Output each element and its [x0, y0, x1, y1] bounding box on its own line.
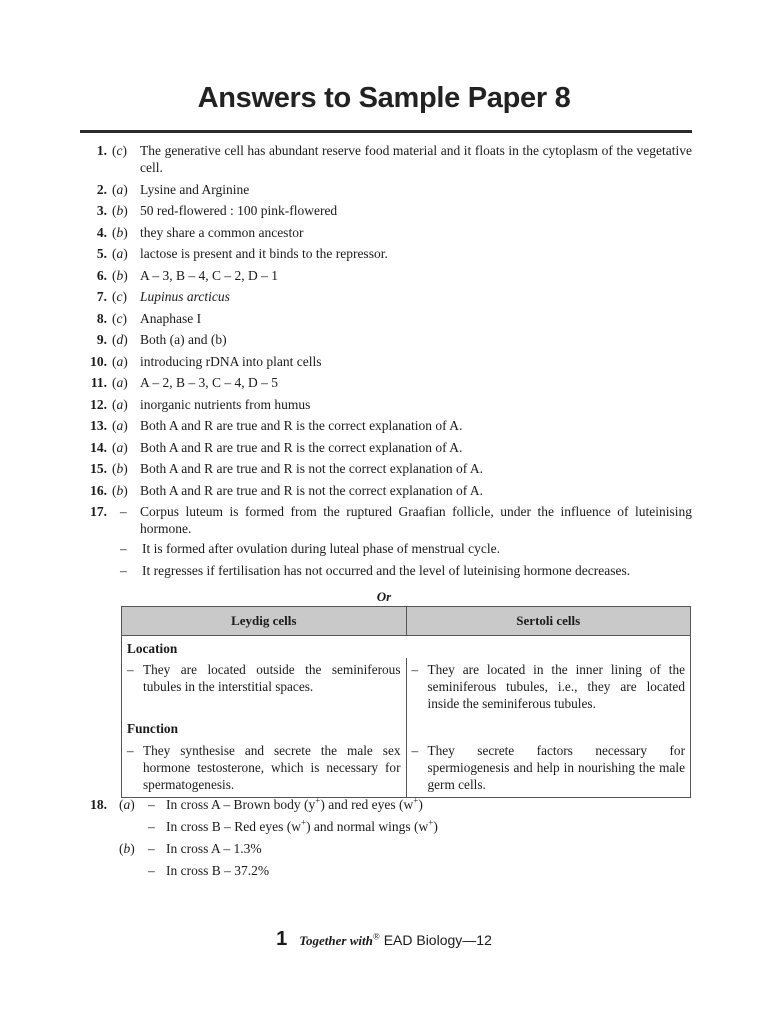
answer-item: 13. (a) Both A and R are true and R is the correct explanation of A.	[80, 417, 692, 434]
registered-mark: ®	[372, 931, 380, 942]
answer-option: b	[116, 224, 124, 240]
answer-option: a	[116, 396, 124, 412]
answer-option: d	[116, 332, 124, 347]
answer-item: 3. (b) 50 red-flowered : 100 pink-flowered	[80, 202, 692, 219]
answer-item: 4. (b) they share a common ancestor	[80, 224, 692, 241]
answer-option: b	[116, 482, 124, 498]
answer-text: Both A and R are true and R is the correct explanation of A.	[140, 418, 463, 433]
answer-text: A – 2, B – 3, C – 4, D – 5	[140, 375, 279, 390]
table-cell: – They synthesise and secrete the male sex hormone testosterone, which is necessary for spermatogenesis.	[127, 743, 401, 792]
answer-number: 11.	[90, 375, 107, 390]
comparison-table	[121, 606, 691, 798]
answer-line: In cross B – 37.2%	[166, 863, 270, 878]
answer-line: In cross B – Red eyes (w+) and normal wings (w+)	[166, 817, 438, 834]
answer-text: Both A and R are true and R is the correct explanation of A.	[140, 439, 463, 455]
page-number: 1	[276, 928, 288, 950]
answer-text: inorganic nutrients from humus	[140, 396, 311, 412]
answer-item: 10. (a) introducing rDNA into plant cells	[80, 353, 692, 370]
answer-number: 6.	[96, 267, 107, 283]
answer-text: The generative cell has abundant reserve food material and it floats in the cytoplasm of the vegetative cell.	[140, 143, 692, 175]
table-header: Sertoli cells	[406, 607, 691, 636]
answer-item: 2. (a) Lysine and Arginine	[80, 181, 692, 198]
answer-point-item: – It regresses if fertilisation has not occurred and the level of luteinising hormone decreases.	[120, 562, 631, 578]
table-header: Leydig cells	[122, 607, 407, 636]
table-cell: – They are located in the inner lining of the seminiferous tubules, i.e., they are located inside the seminiferous tubules.	[411, 662, 685, 711]
section-label: Function	[122, 718, 407, 738]
answer-text: A – 3, B – 4, C – 2, D – 1	[140, 267, 279, 283]
answer-number: 15.	[90, 461, 107, 476]
answer-number: 9.	[96, 332, 107, 347]
answer-number: 4.	[96, 224, 107, 240]
answer-text: they share a common ancestor	[140, 224, 304, 240]
answer-option: b	[116, 461, 124, 476]
answer-number: 7.	[96, 289, 107, 304]
answer-number: 1.	[96, 143, 107, 158]
page-title: Answers to Sample Paper 8	[197, 82, 571, 114]
answer-number: 17.	[90, 504, 107, 519]
title-rule	[80, 130, 692, 133]
answer-option: c	[116, 310, 123, 326]
answer-point: It regresses if fertilisation has not occurred and the level of luteinising hormone decreases.	[142, 562, 631, 578]
answer-text: Both A and R are true and R is not the correct explanation of A.	[140, 461, 484, 476]
answer-text: introducing rDNA into plant cells	[140, 353, 322, 369]
answer-item: 12. (a) inorganic nutrients from humus	[80, 396, 692, 413]
answer-list	[80, 142, 692, 583]
answer-text: 50 red-flowered : 100 pink-flowered	[140, 203, 338, 218]
answer-point: It is formed after ovulation during luteal phase of menstrual cycle.	[142, 541, 501, 556]
answer-option: a	[116, 181, 124, 197]
answer-option: b	[116, 203, 124, 218]
answer-option: b	[116, 267, 124, 283]
answer-option: a	[116, 439, 124, 455]
answer-item: 8. (c) Anaphase I	[80, 310, 692, 327]
book-title: EAD Biology—12	[383, 932, 492, 948]
answer-item: 5. (a) lactose is present and it binds to the repressor.	[80, 245, 692, 262]
answer-number: 5.	[96, 246, 107, 261]
table-cell: – They are located outside the seminiferous tubules in the interstitial spaces.	[127, 662, 401, 694]
answer-option: c	[116, 289, 123, 304]
answer-number: 12.	[90, 396, 107, 412]
table-cell: – They secrete factors necessary for spermiogenesis and help in nourishing the male germ cells.	[411, 743, 685, 792]
or-label: Or	[376, 589, 392, 604]
answer-option: c	[116, 143, 123, 158]
answer-number: 13.	[90, 418, 107, 433]
answer-item-17: 17. – Corpus luteum is formed from the ruptured Graafian follicle, under the influence of luteinising hormone.	[80, 503, 692, 537]
answer-item: 16. (b) Both A and R are true and R is not the correct explanation of A.	[80, 482, 692, 499]
answer-option: a	[116, 418, 124, 433]
answer-number: 16.	[90, 482, 107, 498]
answer-item: 11. (a) A – 2, B – 3, C – 4, D – 5	[80, 374, 692, 391]
answer-option: a	[116, 246, 124, 261]
answer-number: 14.	[90, 439, 107, 455]
answer-item: 1. (c) The generative cell has abundant reserve food material and it floats in the cytoplasm of the vegetative cell.	[80, 142, 692, 176]
answer-number: 10.	[90, 353, 107, 369]
answer-text: lactose is present and it binds to the repressor.	[140, 246, 388, 261]
brand-name: Together with	[299, 933, 373, 948]
answer-point: Corpus luteum is formed from the ruptured Graafian follicle, under the influence of luteinising hormone.	[140, 504, 692, 536]
answer-option: a	[123, 797, 131, 812]
answer-number: 2.	[96, 181, 107, 197]
answer-item: 15. (b) Both A and R are true and R is not the correct explanation of A.	[80, 460, 692, 477]
answer-text: Both A and R are true and R is not the correct explanation of A.	[140, 482, 484, 498]
answer-text: Anaphase I	[140, 310, 202, 326]
answer-text: Lupinus arcticus	[140, 289, 230, 304]
page-footer	[0, 928, 768, 951]
answer-text: Lysine and Arginine	[140, 181, 250, 197]
answer-item: 14. (a) Both A and R are true and R is the correct explanation of A.	[80, 439, 692, 456]
answer-item: 7. (c) Lupinus arcticus	[80, 288, 692, 305]
answer-item: 6. (b) A – 3, B – 4, C – 2, D – 1	[80, 267, 692, 284]
answer-number: 8.	[96, 310, 107, 326]
answer-option: b	[123, 841, 131, 856]
answer-line: In cross A – Brown body (y+) and red eyes (w+)	[166, 795, 423, 812]
answer-item-18: 18. (a) – In cross A – Brown body (y+) and red eyes (w+) – In cross B – Red eyes (w+) and normal wings (w+) (b) – In cross A – 1.3% – In cross B – 37.2%	[80, 796, 692, 884]
answer-line: In cross A – 1.3%	[166, 841, 262, 856]
answer-text: Both (a) and (b)	[140, 332, 227, 347]
answer-point-item: – It is formed after ovulation during luteal phase of menstrual cycle.	[120, 541, 501, 556]
answer-number: 18.	[90, 797, 107, 812]
answer-option: a	[116, 353, 124, 369]
answer-item: 9. (d) Both (a) and (b)	[80, 331, 692, 348]
answer-option: a	[116, 375, 124, 390]
answer-number: 3.	[96, 203, 107, 218]
section-label: Location	[122, 636, 691, 659]
